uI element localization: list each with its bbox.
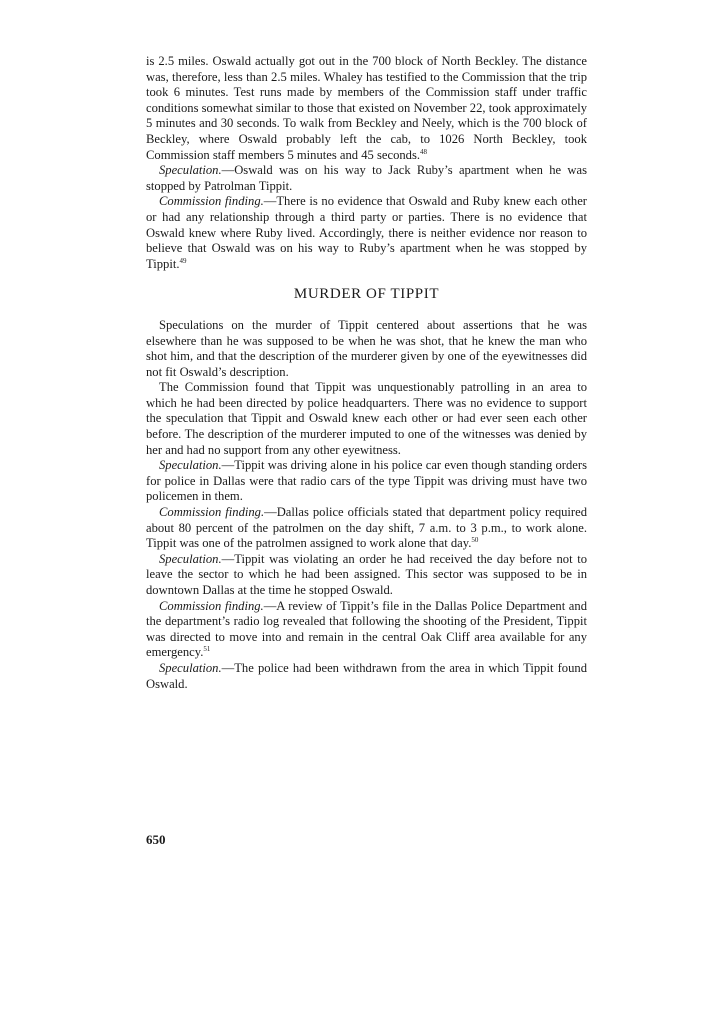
paragraph (146, 163, 587, 194)
paragraph-label: Commission finding. (159, 598, 264, 613)
paragraph-text: —Oswald was on his way to Jack Ruby’s apartment when he was stopped by Patrolman Tippit. (146, 163, 587, 193)
footnote-reference: 49 (179, 256, 187, 265)
section-murder-of-tippit (146, 318, 587, 692)
paragraph-text: —Tippit was violating an order he had received the day before not to leave the sector to which he had been assigned. This sector was supposed to be in downtown Dallas at the time he stopped Oswald. (146, 551, 587, 597)
page-number: 650 (146, 832, 166, 847)
paragraph-label: Speculation. (159, 551, 222, 566)
paragraph (146, 505, 587, 552)
footnote-reference: 48 (420, 147, 428, 156)
paragraph (146, 194, 587, 272)
paragraph-text: The Commission found that Tippit was unquestionably patrolling in an area to which he had been directed by police headquarters. There was no evidence to support the speculation that Tippit and Oswald knew each other or had ever seen each other before. The description of the murderer imputed to one of the witnesses was denied by her and had no support from any other eyewitness. (146, 380, 587, 457)
paragraph (146, 318, 587, 380)
footnote-reference: 51 (203, 645, 211, 654)
paragraph-text: —A review of Tippit’s file in the Dallas Police Department and the department’s radio log revealed that following the shooting of the President, Tippit was directed to move into and remain in the central Oak Cliff area available for any emergency. (146, 598, 587, 660)
paragraph-label: Speculation. (159, 163, 222, 178)
paragraph-text: —The police had been withdrawn from the area in which Tippit found Oswald. (146, 660, 587, 691)
paragraph-text: —Tippit was driving alone in his police car even though standing orders for police in Dallas were that radio cars of the type Tippit was driving must have two policemen in them. (146, 458, 587, 504)
section-heading: MURDER OF TIPPIT (293, 286, 440, 303)
paragraph (146, 54, 587, 163)
section-cab-ride (146, 54, 587, 272)
paragraph-label: Speculation. (159, 458, 222, 473)
footnote-reference: 50 (471, 536, 479, 545)
paragraph-text: Speculations on the murder of Tippit centered about assertions that he was elsewhere than he was supposed to be when he was shot, that he knew the man who shot him, and that the description of the murderer given by one of the eyewitnesses did not fit Oswald’s description. (146, 317, 587, 379)
paragraph (146, 458, 587, 505)
paragraph-label: Commission finding. (159, 505, 265, 520)
paragraph (146, 599, 587, 661)
document-page (146, 54, 587, 692)
paragraph-text: —There is no evidence that Oswald and Ruby knew each other or had any relationship through a third party or parties. There is no evidence that Oswald knew where Ruby lived. Accordingly, there is neither evidence nor reason to believe that Oswald was on his way to Ruby’s apartment when he was stopped by Tippit. (146, 194, 587, 271)
paragraph-text: —Dallas police officials stated that department policy required about 80 percent of the patrolmen on the day shift, 7 a.m. to 3 p.m., to work alone. Tippit was one of the patrolmen assigned to work alone that day. (146, 505, 587, 551)
paragraph-text: is 2.5 miles. Oswald actually got out in the 700 block of North Beckley. The distance was, therefore, less than 2.5 miles. Whaley has testified to the Commission that the trip took 6 minutes. Test runs made by members of the Commission staff under traffic conditions somewhat similar to those that existed on November 22, took approximately 5 minutes and 30 seconds. To walk from Beckley and Neely, which is the 700 block of Beckley, where Oswald probably left the cab, to 1026 North Beckley, took Commission staff members 5 minutes and 45 seconds. (146, 54, 587, 162)
paragraph-label: Commission finding. (159, 194, 264, 209)
paragraph (146, 552, 587, 599)
paragraph (146, 380, 587, 458)
paragraph-label: Speculation. (159, 660, 222, 675)
paragraph (146, 661, 587, 692)
